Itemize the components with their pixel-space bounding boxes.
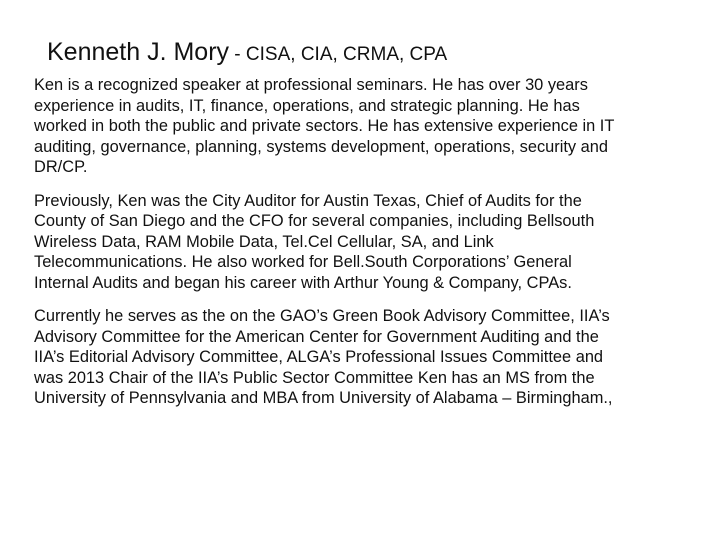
bio-paragraph-3: Currently he serves as the on the GAO’s Green Book Advisory Committee, IIA’s Advisory Committee for the American Center for Government Auditing and the IIA’s Editorial Advisory Committee, ALGA’s Professional Issues Committee and was 2013 Chair of the IIA’s Public Sector Committee Ken has an MS from the University of Pennsylvania and MBA from University of Alabama – Birmingham.,	[34, 307, 613, 407]
title-name: Kenneth J. Mory	[47, 38, 230, 66]
title-credentials: CISA, CIA, CRMA, CPA	[245, 44, 448, 65]
title-separator: -	[229, 44, 246, 65]
bio-paragraph-2: Previously, Ken was the City Auditor for Austin Texas, Chief of Audits for the County of San Diego and the CFO for several companies, including Bellsouth Wireless Data, RAM Mobile Data, Tel.Cel Cellular, SA, and Link Telecommunications. He also worked for Bell.South Corporations’ General Internal Audits and began his career with Arthur Young & Company, CPAs.	[34, 191, 595, 292]
bio-paragraph-1: Ken is a recognized speaker at professional seminars. He has over 30 years experience in audits, IT, finance, operations, and strategic planning. He has worked in both the public and private sectors. He has extensive experience in IT auditing, governance, planning, systems development, operations, security and DR/CP.	[34, 76, 615, 176]
bio-body	[34, 75, 674, 422]
slide-title	[47, 33, 447, 65]
